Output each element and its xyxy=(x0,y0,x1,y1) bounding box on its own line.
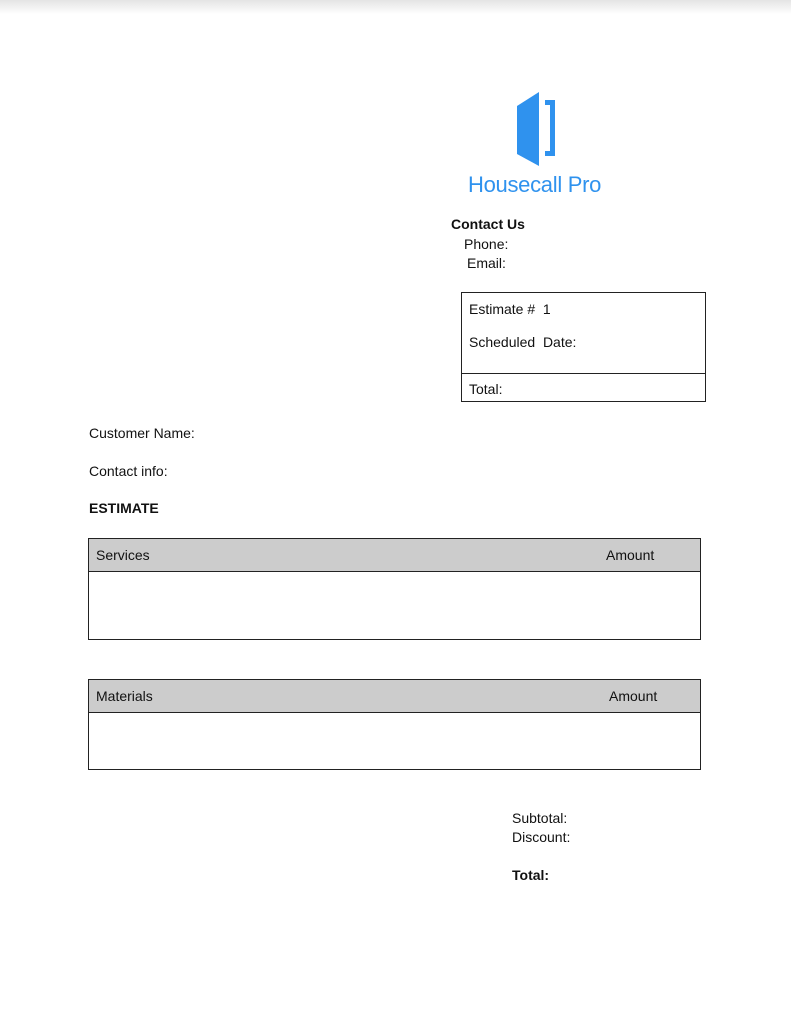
viewer-top-shadow xyxy=(0,0,791,14)
contact-info-label: Contact info: xyxy=(89,463,168,479)
brand-name: Housecall Pro xyxy=(468,172,602,197)
subtotal-label: Subtotal: xyxy=(512,810,568,826)
email-label: Email: xyxy=(467,255,506,271)
materials-amount-header: Amount xyxy=(609,688,658,704)
materials-table-header xyxy=(89,680,700,713)
materials-table xyxy=(88,679,701,770)
services-amount-header: Amount xyxy=(606,547,655,563)
contact-heading: Contact Us xyxy=(451,216,525,232)
scheduled-date-label: Scheduled Date: xyxy=(469,334,577,350)
estimate-number: Estimate # 1 xyxy=(469,301,551,317)
services-table xyxy=(88,538,701,640)
housecall-pro-logo-icon xyxy=(515,92,559,166)
services-column-header: Services xyxy=(96,547,150,563)
estimate-total-label: Total: xyxy=(469,381,503,397)
customer-name-label: Customer Name: xyxy=(89,425,195,441)
phone-label: Phone: xyxy=(464,236,509,252)
estimate-heading: ESTIMATE xyxy=(89,500,159,516)
estimate-box-divider xyxy=(462,373,705,374)
materials-column-header: Materials xyxy=(96,688,153,704)
estimate-info-box xyxy=(461,292,706,402)
grand-total-label: Total: xyxy=(512,867,550,883)
services-table-header xyxy=(89,539,700,572)
discount-label: Discount: xyxy=(512,829,571,845)
